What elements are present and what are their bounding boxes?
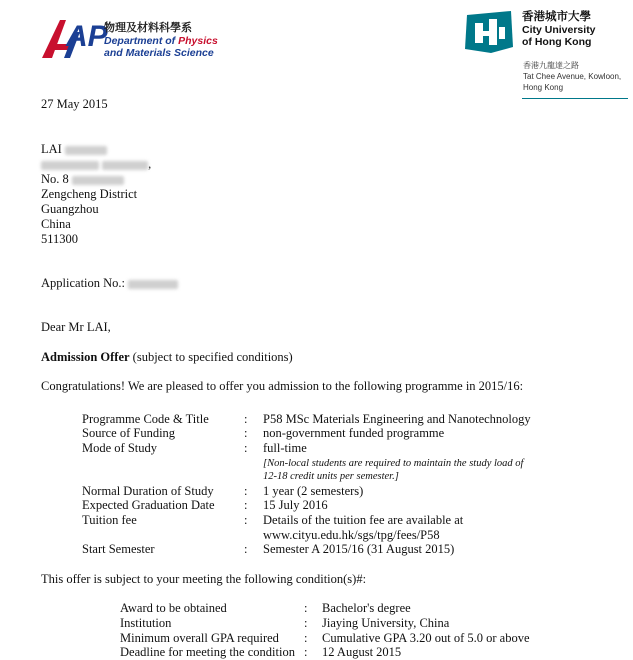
programme-sep: : [244, 441, 248, 455]
programme-label: Mode of Study [82, 441, 157, 455]
redacted-address-part2 [102, 161, 148, 170]
application-number: Application No.: [41, 276, 178, 291]
department-name-line2: and Materials Science [104, 47, 214, 59]
university-address-block [523, 60, 621, 93]
redacted-application-number [128, 280, 178, 289]
programme-value: 1 year (2 semesters) [263, 484, 364, 498]
logo-letters: AP [66, 20, 108, 53]
programme-label: Programme Code & Title [82, 412, 209, 426]
recipient-postcode: 511300 [41, 232, 79, 246]
university-name-line1: City University [522, 24, 596, 36]
ap-department-logo [40, 14, 108, 60]
recipient-country: China [41, 217, 71, 231]
programme-label: Normal Duration of Study [82, 484, 214, 498]
tuition-fee-url: www.cityu.edu.hk/sgs/tpg/fees/P58 [263, 528, 440, 542]
programme-value: 15 July 2016 [263, 498, 328, 512]
recipient-city: Guangzhou [41, 202, 99, 216]
condition-sep: : [304, 631, 308, 645]
university-name-line2: of Hong Kong [522, 36, 592, 48]
cityu-logo [461, 7, 517, 57]
congratulations-text: Congratulations! We are pleased to offer you admission to the following programme in 2015/16: [41, 379, 524, 393]
programme-value: P58 MSc Materials Engineering and Nanotechnology [263, 412, 531, 426]
condition-label: Award to be obtained [120, 601, 227, 615]
physics-word: Physics [178, 35, 218, 47]
subject-bold: Admission Offer [41, 350, 130, 364]
redacted-address-part1 [41, 161, 99, 170]
condition-label: Institution [120, 616, 172, 630]
programme-value: non-government funded programme [263, 426, 445, 440]
address-line1: Tat Chee Avenue, Kowloon, [523, 72, 622, 81]
conditions-intro: This offer is subject to your meeting the following condition(s)#: [41, 572, 367, 586]
condition-sep: : [304, 616, 308, 630]
programme-sep: : [244, 426, 248, 440]
programme-sep: : [244, 412, 248, 426]
condition-value: Cumulative GPA 3.20 out of 5.0 or above [322, 631, 530, 645]
programme-label: Source of Funding [82, 426, 176, 440]
condition-value: 12 August 2015 [322, 645, 402, 659]
letterhead [0, 0, 633, 100]
programme-note-line2: 12-18 credit units per semester.] [263, 471, 399, 482]
address-chinese: 香港九龍達之路 [523, 61, 579, 70]
condition-sep: : [304, 601, 308, 615]
programme-value: Semester A 2015/16 (31 August 2015) [263, 542, 455, 556]
recipient-address-line3: No. 8 [41, 172, 124, 187]
programme-value: full-time [263, 441, 307, 455]
department-name-line1: Department of Physics [104, 35, 218, 47]
programme-label: Start Semester [82, 542, 155, 556]
programme-label: Tuition fee [82, 513, 137, 527]
header-rule [522, 98, 628, 99]
subject-rest: (subject to specified conditions) [129, 350, 293, 364]
department-name-block [104, 22, 218, 59]
condition-label: Deadline for meeting the condition [120, 645, 295, 659]
letter-date: 27 May 2015 [41, 97, 108, 111]
university-chinese-name: 香港城市大學 [522, 11, 591, 23]
programme-value: Details of the tuition fee are available at [263, 513, 464, 527]
recipient-address-line2: , [41, 157, 151, 172]
university-name-block [522, 10, 596, 48]
address-line2: Hong Kong [523, 83, 564, 92]
redacted-given-name [65, 146, 107, 155]
programme-note-line1: [Non-local students are required to maintain the study load of [263, 458, 524, 469]
programme-sep: : [244, 498, 248, 512]
redacted-street-name [72, 176, 124, 185]
department-chinese-name: 物理及材料科學系 [104, 22, 192, 34]
salutation: Dear Mr LAI, [41, 320, 111, 334]
condition-value: Jiaying University, China [322, 616, 450, 630]
programme-sep: : [244, 513, 248, 527]
condition-label: Minimum overall GPA required [120, 631, 279, 645]
condition-sep: : [304, 645, 308, 659]
programme-sep: : [244, 542, 248, 556]
programme-sep: : [244, 484, 248, 498]
programme-label: Expected Graduation Date [82, 498, 215, 512]
recipient-name: LAI [41, 142, 107, 157]
subject-line [41, 350, 293, 365]
condition-value: Bachelor's degree [322, 601, 411, 615]
recipient-district: Zengcheng District [41, 187, 138, 201]
